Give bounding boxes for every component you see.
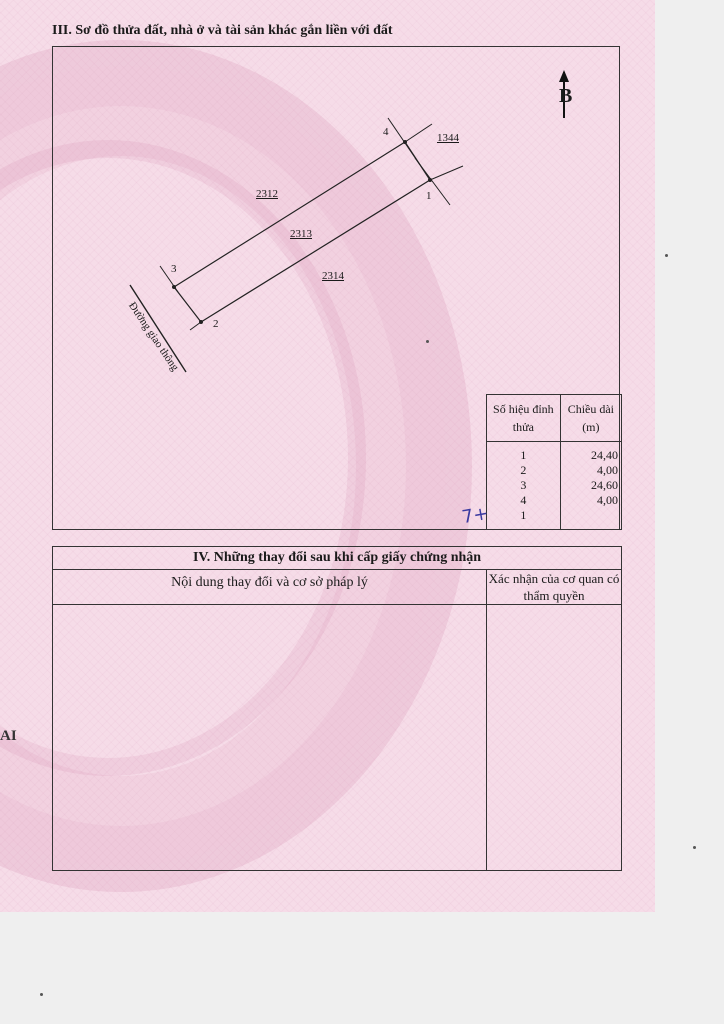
column-divider — [486, 605, 487, 870]
parcel-label-north-west: 2312 — [256, 188, 278, 200]
vertex-label-2: 2 — [213, 318, 219, 330]
lengths-cell: 24,40 4,00 24,60 4,00 — [560, 442, 621, 530]
point-numbers-cell: 1 2 3 4 1 — [487, 442, 561, 530]
boundary-extension-4b — [405, 124, 432, 142]
parcel-label-north-east: 1344 — [437, 132, 459, 144]
speck — [693, 846, 696, 849]
boundary-extension-1 — [415, 158, 450, 205]
changes-table — [52, 546, 622, 871]
vertex-dot — [428, 178, 432, 182]
road-line — [130, 285, 186, 372]
boundary-extension-1b — [430, 166, 463, 180]
vertex-label-4: 4 — [383, 126, 389, 138]
vertex-length-table — [486, 394, 622, 530]
cropped-side-text: AI — [0, 728, 17, 744]
section-3-title: III. Sơ đồ thửa đất, nhà ở và tài sản khác gắn liền với đất — [52, 23, 393, 38]
parcel-edge-2-1 — [201, 180, 430, 322]
section-4-title: IV. Những thay đổi sau khi cấp giấy chứng nhận — [53, 547, 621, 570]
vertex-dot — [403, 140, 407, 144]
vertex-label-3: 3 — [171, 263, 177, 275]
header-length: Chiều dài (m) — [560, 395, 621, 442]
parcel-edge-3-4 — [174, 142, 405, 287]
vertex-dot — [172, 285, 176, 289]
road-label: Đường giao thông — [126, 300, 181, 374]
north-label: B — [559, 85, 573, 107]
boundary-extension-2 — [190, 322, 201, 330]
speck — [426, 340, 429, 343]
parcel-edge-3-2 — [174, 287, 201, 322]
vertex-dot — [199, 320, 203, 324]
handwritten-mark: 7+ — [460, 502, 491, 529]
speck — [40, 993, 43, 996]
header-point-number: Số hiệu đỉnh thửa — [487, 395, 561, 442]
column-header-content: Nội dung thay đổi và cơ sở pháp lý — [53, 569, 487, 605]
parcel-label-south-east: 2314 — [322, 270, 344, 282]
parcel-label-main: 2313 — [290, 228, 312, 240]
vertex-label-1: 1 — [426, 190, 432, 202]
column-header-confirmation: Xác nhận của cơ quan có thẩm quyền — [488, 571, 620, 603]
speck — [665, 254, 668, 257]
